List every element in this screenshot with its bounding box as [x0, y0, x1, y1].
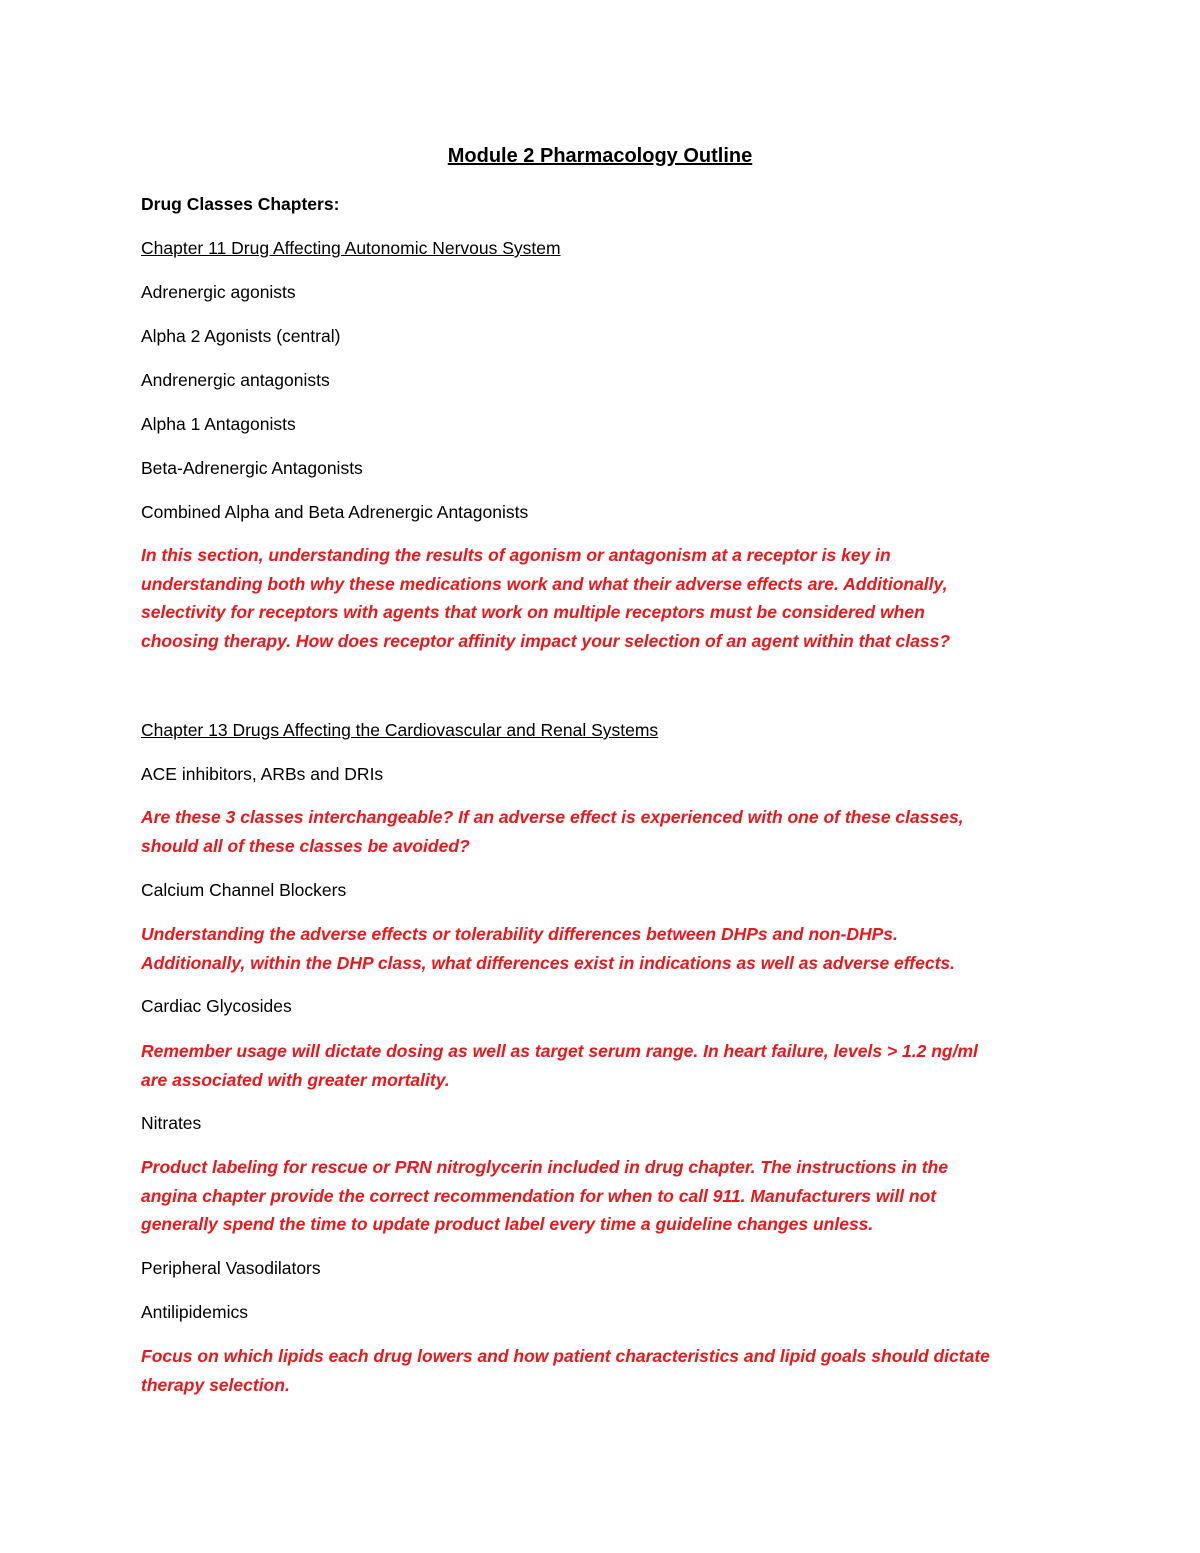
chapter-11-note [141, 541, 1071, 655]
note-line: In this section, understanding the results of agonism or antagonism at a receptor is key in [141, 545, 891, 565]
chapter-13-item-nitrates: Nitrates [141, 1113, 202, 1133]
note-line: Understanding the adverse effects or tolerability differences between DHPs and non-DHPs. [141, 924, 898, 944]
note-line: should all of these classes be avoided? [141, 835, 470, 856]
document-title: Module 2 Pharmacology Outline [447, 145, 753, 167]
chapter-11-item: Beta-Adrenergic Antagonists [141, 458, 363, 478]
antilipidemics-note [141, 1342, 1071, 1399]
note-line: are associated with greater mortality. [141, 1069, 450, 1090]
chapter-11-heading: Chapter 11 Drug Affecting Autonomic Nervous System [141, 238, 561, 258]
note-line: choosing therapy. How does receptor affinity impact your selection of an agent within that class? [141, 630, 951, 651]
note-line: therapy selection. [141, 1374, 290, 1395]
chapter-13-heading: Chapter 13 Drugs Affecting the Cardiovascular and Renal Systems [141, 720, 659, 740]
chapter-13-item-peripheral-vasodilators: Peripheral Vasodilators [141, 1258, 321, 1278]
chapter-11-item: Combined Alpha and Beta Adrenergic Antagonists [141, 502, 529, 522]
note-line: Focus on which lipids each drug lowers and how patient characteristics and lipid goals should dictate [141, 1346, 990, 1366]
note-line: Remember usage will dictate dosing as well as target serum range. In heart failure, levels > 1.2 ng/ml [141, 1041, 978, 1061]
note-line: generally spend the time to update product label every time a guideline changes unless. [141, 1214, 874, 1234]
chapter-13-item-ace-arb-dri: ACE inhibitors, ARBs and DRIs [141, 764, 384, 784]
chapter-13-item-cardiac-glycosides: Cardiac Glycosides [141, 996, 292, 1016]
note-line: angina chapter provide the correct recommendation for when to call 911. Manufacturers will not [141, 1185, 937, 1206]
chapter-13-item-antilipidemics: Antilipidemics [141, 1302, 248, 1322]
calcium-channel-blockers-note [141, 920, 1071, 977]
ace-arb-dri-note [141, 803, 1071, 860]
note-line: Product labeling for rescue or PRN nitroglycerin included in drug chapter. The instructions in the [141, 1157, 949, 1177]
chapter-11-item: Alpha 1 Antagonists [141, 414, 296, 434]
nitrates-note [141, 1153, 1071, 1239]
note-line: Are these 3 classes interchangeable? If an adverse effect is experienced with one of these classes, [141, 807, 964, 827]
note-line: Additionally, within the DHP class, what differences exist in indications as well as adverse effects. [141, 952, 956, 973]
chapter-13-item-calcium-channel-blockers: Calcium Channel Blockers [141, 880, 347, 900]
drug-classes-heading: Drug Classes Chapters: [141, 194, 340, 214]
note-line: understanding both why these medications work and what their adverse effects are. Additionally, [141, 573, 948, 594]
cardiac-glycosides-note [141, 1037, 1071, 1094]
chapter-11-item: Adrenergic agonists [141, 282, 296, 302]
chapter-11-item: Andrenergic antagonists [141, 370, 330, 390]
chapter-11-item: Alpha 2 Agonists (central) [141, 326, 341, 346]
note-line: selectivity for receptors with agents that work on multiple receptors must be considered when [141, 602, 925, 622]
